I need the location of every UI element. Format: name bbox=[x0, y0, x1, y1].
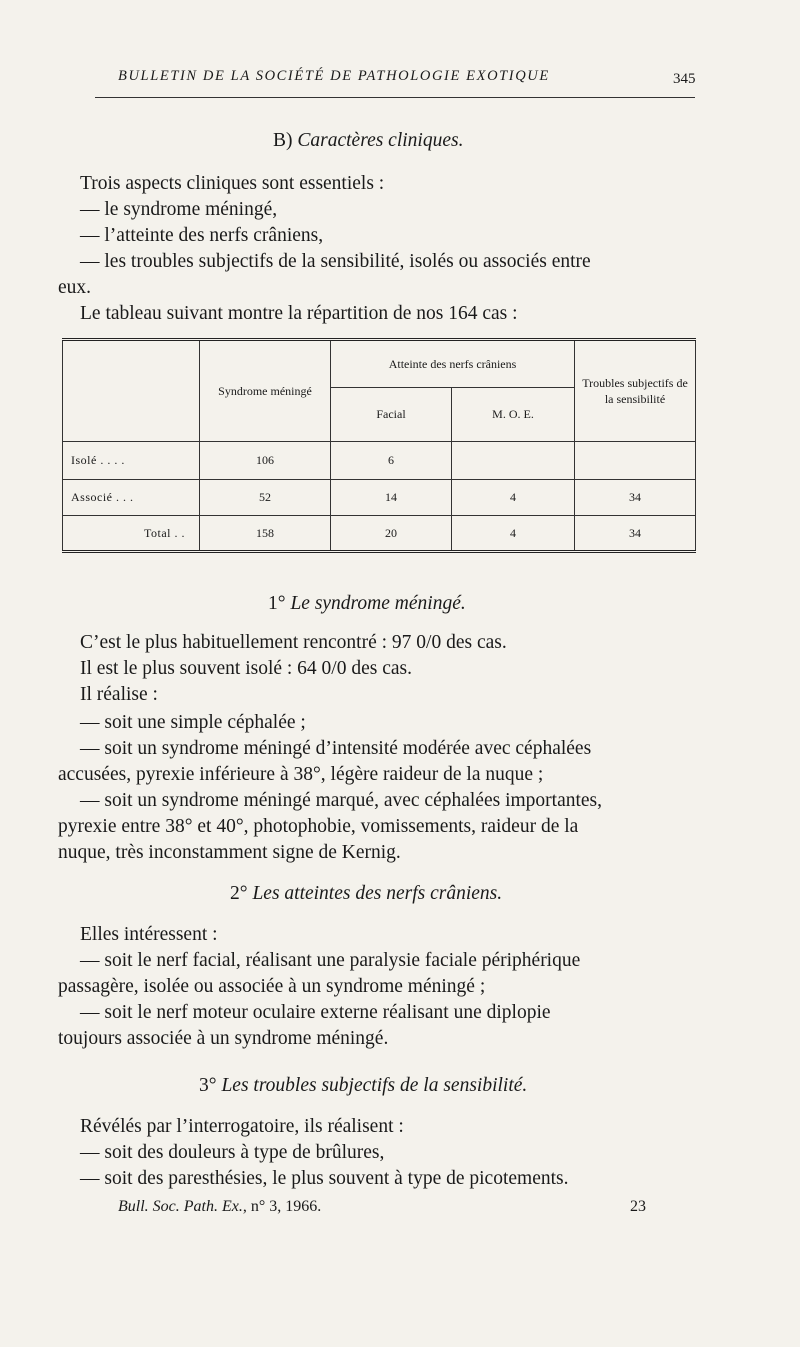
section-1-heading bbox=[268, 591, 466, 617]
cell-syndrome: 52 bbox=[200, 480, 331, 516]
header-moe: M. O. E. bbox=[452, 388, 575, 442]
header-syndrome: Syndrome méningé bbox=[200, 340, 331, 442]
table-row bbox=[63, 480, 696, 516]
paragraph-line: pyrexie entre 38° et 40°, photophobie, vomissements, raideur de la bbox=[58, 816, 579, 837]
running-head: BULLETIN DE LA SOCIÉTÉ DE PATHOLOGIE EXOTIQUE bbox=[118, 68, 550, 84]
header-rule bbox=[95, 97, 695, 98]
page-number: 345 bbox=[673, 71, 696, 87]
row-label: Isolé . . . . bbox=[63, 442, 200, 480]
cases-table bbox=[62, 338, 696, 553]
intro-item-2: — l’atteinte des nerfs crâniens, bbox=[80, 225, 324, 246]
table-row bbox=[63, 442, 696, 480]
cell-moe: 4 bbox=[452, 516, 575, 552]
cell-troubles bbox=[575, 442, 696, 480]
section-3-heading bbox=[199, 1073, 527, 1099]
paragraph-line: Révélés par l’interrogatoire, ils réalisent : bbox=[80, 1116, 404, 1137]
paragraph-line: — soit un syndrome méningé d’intensité modérée avec céphalées bbox=[80, 738, 592, 759]
table-row bbox=[63, 516, 696, 552]
intro-item-1: — le syndrome méningé, bbox=[80, 199, 278, 220]
paragraph-line: — soit un syndrome méningé marqué, avec céphalées importantes, bbox=[80, 790, 603, 811]
paragraph-line: — soit des douleurs à type de brûlures, bbox=[80, 1142, 385, 1163]
row-label: Total . . bbox=[63, 516, 200, 552]
cell-syndrome: 158 bbox=[200, 516, 331, 552]
footer-journal: Bull. Soc. Path. Ex. bbox=[118, 1198, 243, 1215]
intro-line: Trois aspects cliniques sont essentiels : bbox=[80, 173, 385, 194]
header-troubles: Troubles subjectifs de la sensibilité bbox=[575, 340, 696, 442]
cell-facial: 14 bbox=[331, 480, 452, 516]
section-2-heading bbox=[230, 881, 502, 907]
cell-syndrome: 106 bbox=[200, 442, 331, 480]
section-1-number: 1° bbox=[268, 593, 286, 614]
cell-troubles: 34 bbox=[575, 516, 696, 552]
section-2-number: 2° bbox=[230, 883, 248, 904]
section-3-number: 3° bbox=[199, 1075, 217, 1096]
paragraph-line: — soit des paresthésies, le plus souvent à type de picotements. bbox=[80, 1168, 569, 1189]
paragraph-line: Elles intéressent : bbox=[80, 924, 218, 945]
paragraph-line: — soit une simple céphalée ; bbox=[80, 712, 306, 733]
paragraph-line: toujours associée à un syndrome méningé. bbox=[58, 1028, 389, 1049]
intro-item-3-cont: eux. bbox=[58, 277, 92, 298]
signature-mark: 23 bbox=[630, 1198, 646, 1215]
paragraph-line: — soit le nerf moteur oculaire externe réalisant une diplopie bbox=[80, 1002, 551, 1023]
footer-citation bbox=[118, 1198, 321, 1216]
paragraph-line: nuque, très inconstamment signe de Kernig. bbox=[58, 842, 401, 863]
cell-troubles: 34 bbox=[575, 480, 696, 516]
cell-moe: 4 bbox=[452, 480, 575, 516]
paragraph-line: passagère, isolée ou associée à un syndrome méningé ; bbox=[58, 976, 486, 997]
paragraph-line: accusées, pyrexie inférieure à 38°, légère raideur de la nuque ; bbox=[58, 764, 544, 785]
section-2-title: Les atteintes des nerfs crâniens. bbox=[252, 883, 503, 904]
row-label: Associé . . . bbox=[63, 480, 200, 516]
paragraph-line: — soit le nerf facial, réalisant une paralysie faciale périphérique bbox=[80, 950, 581, 971]
section-letter: B) bbox=[273, 130, 293, 151]
section-1-title: Le syndrome méningé. bbox=[290, 593, 466, 614]
header-nerfs: Atteinte des nerfs crâniens bbox=[331, 340, 575, 388]
table-intro: Le tableau suivant montre la répartition de nos 164 cas : bbox=[80, 303, 518, 324]
intro-item-3: — les troubles subjectifs de la sensibilité, isolés ou associés entre bbox=[80, 251, 591, 272]
cell-moe bbox=[452, 442, 575, 480]
cell-facial: 6 bbox=[331, 442, 452, 480]
header-facial: Facial bbox=[331, 388, 452, 442]
cell-facial: 20 bbox=[331, 516, 452, 552]
paragraph-line: C’est le plus habituellement rencontré : 97 0/0 des cas. bbox=[80, 632, 507, 653]
footer-issue: , n° 3, 1966. bbox=[242, 1198, 322, 1215]
section-heading bbox=[273, 128, 463, 154]
section-3-title: Les troubles subjectifs de la sensibilité. bbox=[221, 1075, 528, 1096]
paragraph-line: Il est le plus souvent isolé : 64 0/0 des cas. bbox=[80, 658, 412, 679]
section-title: Caractères cliniques. bbox=[297, 130, 464, 151]
paragraph-line: Il réalise : bbox=[80, 684, 158, 705]
table-corner-cell bbox=[63, 340, 200, 442]
